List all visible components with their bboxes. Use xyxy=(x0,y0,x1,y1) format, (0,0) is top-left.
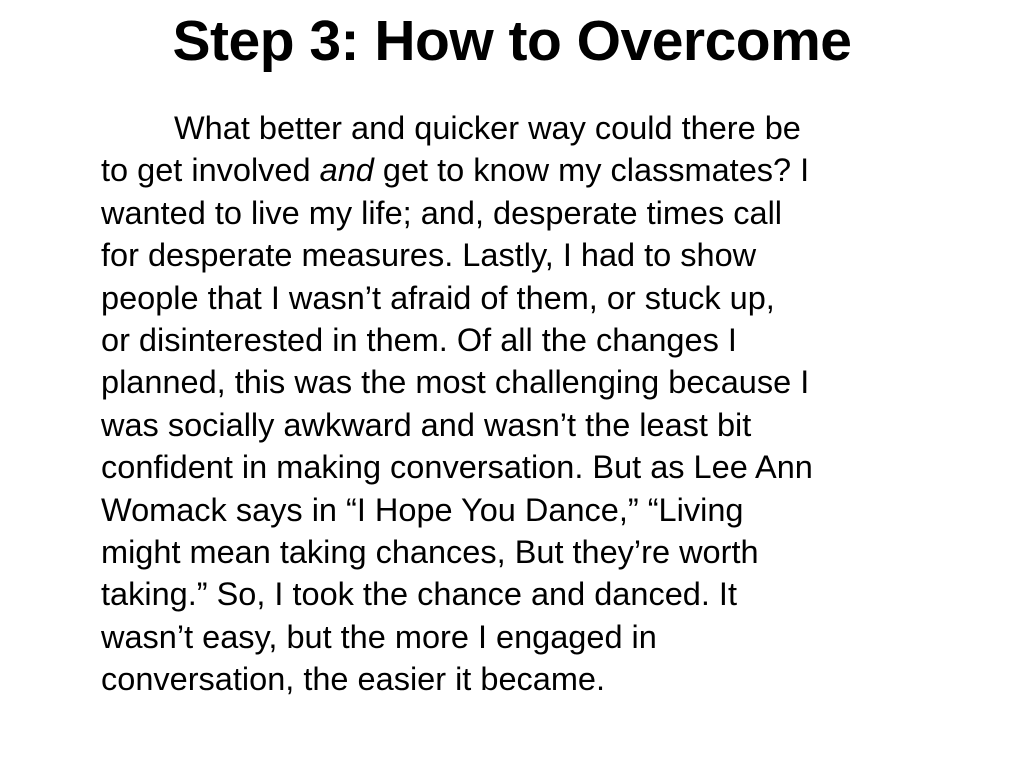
paragraph-line: wanted to live my life; and, desperate times call xyxy=(101,194,783,231)
emphasized-word: and xyxy=(319,152,374,189)
paragraph-line: was socially awkward and wasn’t the least bit xyxy=(101,406,752,443)
paragraph-line: people that I wasn’t afraid of them, or stuck up, xyxy=(101,279,775,316)
paragraph-line: for desperate measures. Lastly, I had to show xyxy=(101,237,757,274)
paragraph-line: or disinterested in them. Of all the changes I xyxy=(101,322,737,359)
line-text: to get involved xyxy=(101,152,320,189)
line-text: get to know my classmates? I xyxy=(373,152,810,189)
paragraph-line: might mean taking chances, But they’re worth xyxy=(101,534,759,571)
body-paragraph xyxy=(101,107,1001,701)
paragraph-line: taking.” So, I took the chance and danced. It xyxy=(101,576,737,613)
paragraph-line: conversation, the easier it became. xyxy=(101,661,606,698)
paragraph-line: Womack says in “I Hope You Dance,” “Living xyxy=(101,491,744,528)
paragraph-line: confident in making conversation. But as Lee Ann xyxy=(101,449,813,486)
paragraph-line: planned, this was the most challenging because I xyxy=(101,364,810,401)
paragraph-line xyxy=(101,149,1001,191)
paragraph-line: wasn’t easy, but the more I engaged in xyxy=(101,618,657,655)
slide-title: Step 3: How to Overcome xyxy=(172,9,852,73)
paragraph-line: What better and quicker way could there be xyxy=(174,110,801,146)
